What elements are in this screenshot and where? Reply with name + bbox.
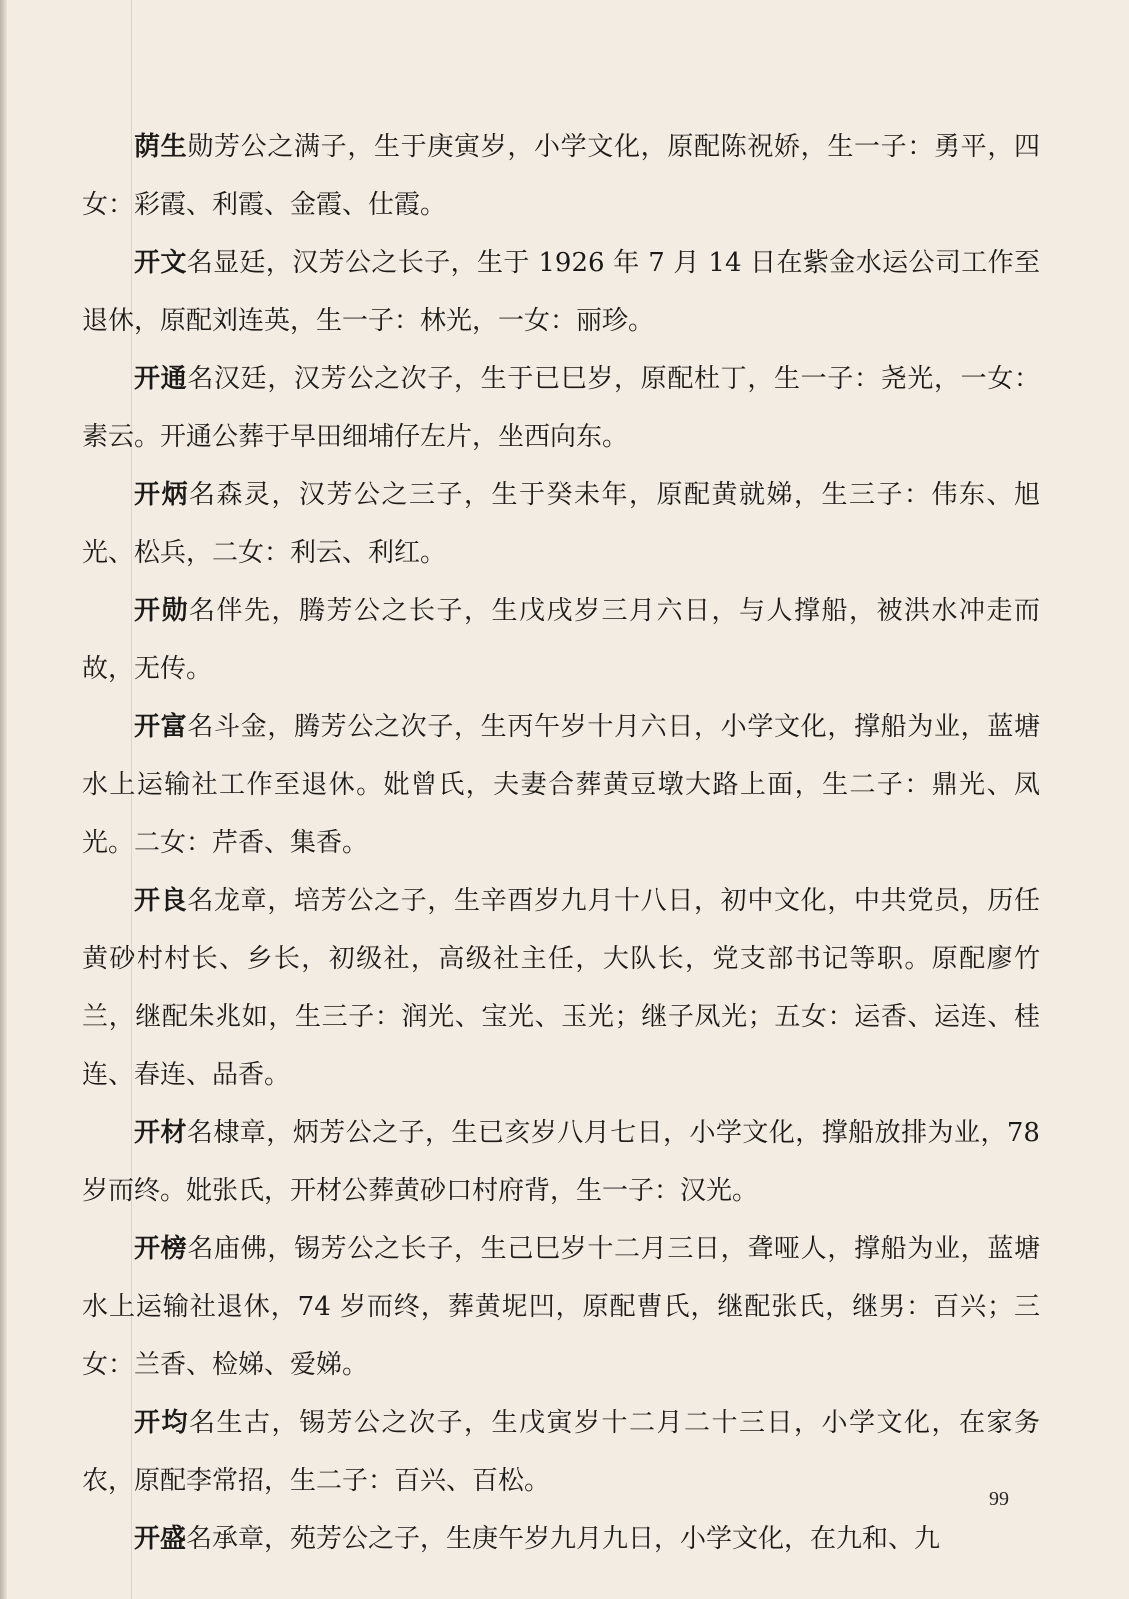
entry-kaisheng xyxy=(82,1510,1040,1568)
entry-name: 开富 xyxy=(134,712,188,742)
entry-kaiwen xyxy=(82,234,1040,350)
entry-name: 开炳 xyxy=(134,480,189,510)
entry-name: 开良 xyxy=(134,886,188,916)
page-body xyxy=(82,118,1040,1568)
entry-text: 名庙佛，锡芳公之长子，生己巳岁十二月三日，聋哑人，撑船为业，蓝塘水上运输社退休，74 岁而终，葬黄坭凹，原配曹氏，继配张氏，继男：百兴；三女：兰香、检娣、爱娣。 xyxy=(82,1234,1040,1380)
entry-text: 勋芳公之满子，生于庚寅岁，小学文化，原配陈祝娇，生一子：勇平，四女：彩霞、利霞、金霞、仕霞。 xyxy=(82,132,1040,220)
entry-kailiang xyxy=(82,872,1040,1104)
entry-text: 名森灵，汉芳公之三子，生于癸未年，原配黄就娣，生三子：伟东、旭光、松兵，二女：利云、利红。 xyxy=(82,480,1040,568)
entry-yinsheng xyxy=(82,118,1040,234)
entry-name: 开勋 xyxy=(134,596,189,626)
entry-name: 开榜 xyxy=(134,1234,188,1264)
entry-kaicai xyxy=(82,1104,1040,1220)
entry-text: 名棣章，炳芳公之子，生已亥岁八月七日，小学文化，撑船放排为业，78 岁而终。妣张氏，开材公葬黄砂口村府背，生一子：汉光。 xyxy=(82,1118,1040,1206)
entry-name: 开文 xyxy=(134,248,187,278)
entry-kaibang xyxy=(82,1220,1040,1394)
entry-kaitong xyxy=(82,350,1040,466)
entry-kaifu xyxy=(82,698,1040,872)
scan-edge xyxy=(0,0,7,1599)
entry-text: 名显廷，汉芳公之长子，生于 1926 年 7 月 14 日在紫金水运公司工作至退休，原配刘连英，生一子：林光，一女：丽珍。 xyxy=(82,248,1040,336)
entry-name: 开材 xyxy=(134,1118,187,1148)
entry-text: 名汉廷，汉芳公之次子，生于已巳岁，原配杜丁，生一子：尧光，一女：素云。开通公葬于早田细埔仔左片，坐西向东。 xyxy=(82,364,1040,452)
entry-text: 名生古，锡芳公之次子，生戊寅岁十二月二十三日，小学文化，在家务农，原配李常招，生二子：百兴、百松。 xyxy=(82,1408,1040,1496)
entry-kaijun xyxy=(82,1394,1040,1510)
entry-name: 开盛 xyxy=(134,1524,187,1554)
entry-text: 名龙章，培芳公之子，生辛酉岁九月十八日，初中文化，中共党员，历任黄砂村村长、乡长，初级社，高级社主任，大队长，党支部书记等职。原配廖竹兰，继配朱兆如，生三子：润光、宝光、玉光；继子凤光；五女：运香、运连、桂连、春连、品香。 xyxy=(82,886,1040,1090)
entry-text: 名承章，苑芳公之子，生庚午岁九月九日，小学文化，在九和、九 xyxy=(186,1524,941,1554)
entry-text: 名斗金，腾芳公之次子，生丙午岁十月六日，小学文化，撑船为业，蓝塘水上运输社工作至退休。妣曾氏，夫妻合葬黄豆墩大路上面，生二子：鼎光、凤光。二女：芹香、集香。 xyxy=(82,712,1040,858)
entry-kaixun xyxy=(82,582,1040,698)
entry-kaibing xyxy=(82,466,1040,582)
entry-name: 开通 xyxy=(134,364,188,394)
entry-text: 名伴先，腾芳公之长子，生戊戌岁三月六日，与人撑船，被洪水冲走而故，无传。 xyxy=(82,596,1040,684)
page-number: 99 xyxy=(989,1488,1009,1510)
entry-name: 荫生 xyxy=(134,132,188,162)
entry-name: 开均 xyxy=(134,1408,189,1438)
